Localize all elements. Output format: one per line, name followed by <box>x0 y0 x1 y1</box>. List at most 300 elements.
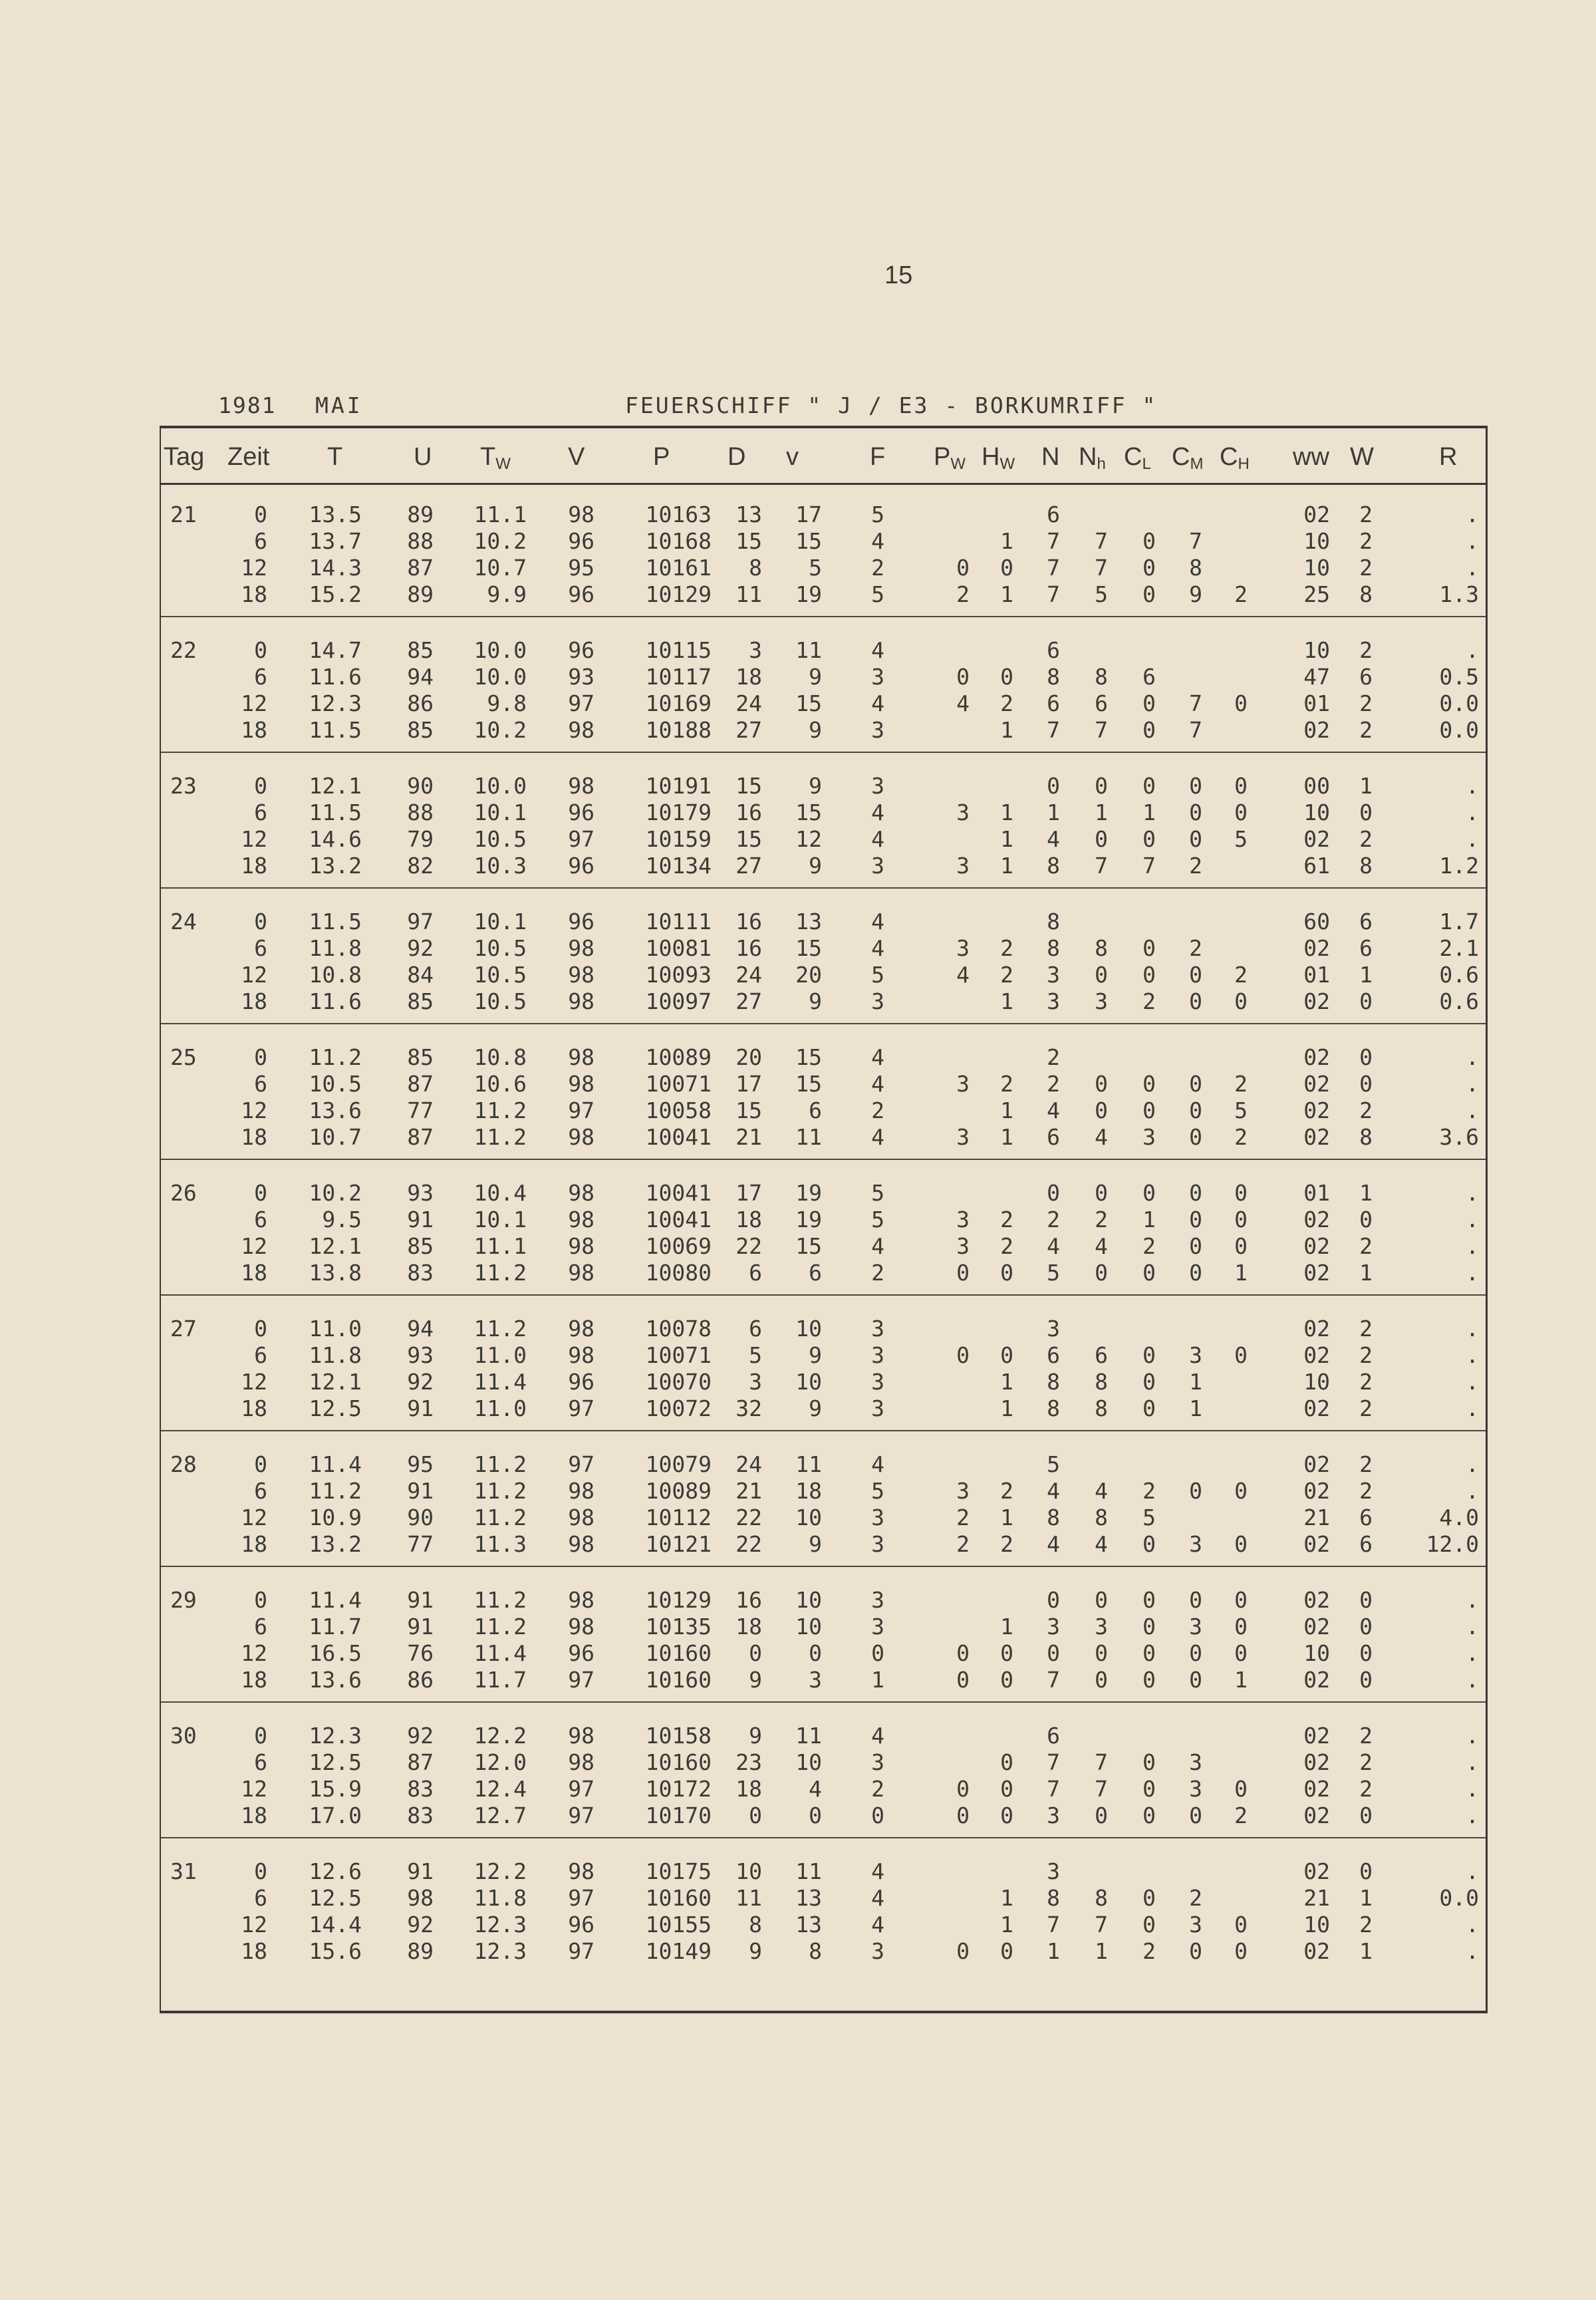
cell-v: 98 <box>568 1071 595 1097</box>
cell-v: 97 <box>568 1097 595 1123</box>
cell-vs: 15 <box>795 528 822 554</box>
cell-cm: 0 <box>1189 1180 1202 1206</box>
cell-w: 0 <box>1359 1207 1373 1232</box>
cell-tw: 10.5 <box>473 935 527 961</box>
cell-vs: 15 <box>795 690 822 716</box>
cell-t: 11.6 <box>309 988 362 1014</box>
cell-pw: 4 <box>956 690 970 716</box>
cell-u: 93 <box>407 1342 434 1368</box>
cell-vs: 15 <box>795 799 822 825</box>
table-row <box>161 1912 1486 1938</box>
cell-w: 2 <box>1359 637 1373 663</box>
cell-zeit: 12 <box>241 690 267 716</box>
cell-nh: 0 <box>1095 1260 1108 1286</box>
page-number: 15 <box>884 261 913 289</box>
cell-pw: 0 <box>956 1667 970 1693</box>
cell-t: 11.5 <box>309 909 362 934</box>
cell-t: 10.5 <box>309 1071 362 1097</box>
cell-nh: 0 <box>1095 1667 1108 1693</box>
cell-v: 96 <box>568 799 595 825</box>
cell-d: 27 <box>735 717 762 743</box>
cell-cm: 3 <box>1189 1531 1202 1557</box>
cell-n: 3 <box>1047 1614 1060 1640</box>
cell-cl: 0 <box>1142 935 1156 961</box>
cell-v: 98 <box>568 502 595 527</box>
cell-ww: 00 <box>1303 773 1330 799</box>
cell-vs: 19 <box>795 1207 822 1232</box>
cell-pw: 3 <box>956 935 970 961</box>
cell-tw: 10.8 <box>473 1044 527 1070</box>
cell-tw: 11.4 <box>473 1369 527 1395</box>
cell-zeit: 6 <box>254 528 267 554</box>
cell-r: 12.0 <box>1426 1531 1479 1557</box>
cell-w: 6 <box>1359 1531 1373 1557</box>
cell-w: 2 <box>1359 1233 1373 1259</box>
cell-t: 10.7 <box>309 1124 362 1150</box>
cell-w: 2 <box>1359 1342 1373 1368</box>
cell-cm: 2 <box>1189 935 1202 961</box>
cell-cm: 0 <box>1189 1124 1202 1150</box>
cell-ch: 0 <box>1234 773 1248 799</box>
cell-n: 7 <box>1047 581 1060 607</box>
cell-tw: 11.0 <box>473 1395 527 1421</box>
cell-v: 96 <box>568 853 595 879</box>
cell-cl: 0 <box>1142 1802 1156 1828</box>
cell-nh: 4 <box>1095 1531 1108 1557</box>
cell-w: 0 <box>1359 1802 1373 1828</box>
cell-d: 0 <box>749 1640 762 1666</box>
cell-d: 16 <box>735 799 762 825</box>
cell-n: 8 <box>1047 935 1060 961</box>
cell-w: 0 <box>1359 1614 1373 1640</box>
cell-f: 2 <box>871 555 884 581</box>
cell-pw: 3 <box>956 1478 970 1504</box>
cell-ch: 5 <box>1234 1097 1248 1123</box>
cell-f: 2 <box>871 1097 884 1123</box>
cell-zeit: 18 <box>241 1802 267 1828</box>
cell-d: 22 <box>735 1531 762 1557</box>
cell-zeit: 6 <box>254 1342 267 1368</box>
cell-nh: 4 <box>1095 1124 1108 1150</box>
table-row <box>161 717 1486 744</box>
cell-u: 90 <box>407 1505 434 1530</box>
cell-nh: 0 <box>1095 1587 1108 1613</box>
cell-ww: 02 <box>1303 1614 1330 1640</box>
col-header-cm: $C_M$ <box>1172 443 1204 473</box>
cell-tw: 10.0 <box>473 637 527 663</box>
cell-zeit: 0 <box>254 1858 267 1884</box>
cell-u: 86 <box>407 690 434 716</box>
cell-r: 0.0 <box>1439 1885 1479 1911</box>
cell-n: 8 <box>1047 853 1060 879</box>
cell-n: 8 <box>1047 1505 1060 1530</box>
cell-t: 13.5 <box>309 502 362 527</box>
cell-n: 6 <box>1047 1342 1060 1368</box>
observations-table <box>160 426 1488 2013</box>
cell-t: 15.6 <box>309 1938 362 1964</box>
day-label: 21 <box>170 502 197 527</box>
col-header-v: V <box>568 443 585 471</box>
day-label: 25 <box>170 1044 197 1070</box>
cell-r: . <box>1466 502 1479 527</box>
cell-ch: 0 <box>1234 1233 1248 1259</box>
cell-t: 12.6 <box>309 1858 362 1884</box>
cell-t: 12.3 <box>309 690 362 716</box>
cell-d: 6 <box>749 1316 762 1342</box>
cell-w: 1 <box>1359 962 1373 988</box>
cell-n: 4 <box>1047 826 1060 852</box>
cell-u: 88 <box>407 528 434 554</box>
cell-hw: 2 <box>1000 690 1013 716</box>
cell-n: 5 <box>1047 1260 1060 1286</box>
cell-d: 9 <box>749 1938 762 1964</box>
table-row <box>161 1233 1486 1260</box>
cell-d: 11 <box>735 581 762 607</box>
cell-w: 8 <box>1359 581 1373 607</box>
cell-d: 0 <box>749 1802 762 1828</box>
cell-n: 6 <box>1047 502 1060 527</box>
cell-r: . <box>1466 1395 1479 1421</box>
cell-r: . <box>1466 1207 1479 1232</box>
cell-u: 85 <box>407 1233 434 1259</box>
cell-cm: 3 <box>1189 1614 1202 1640</box>
cell-nh: 8 <box>1095 664 1108 690</box>
cell-u: 83 <box>407 1776 434 1802</box>
cell-ww: 02 <box>1303 1071 1330 1097</box>
cell-f: 5 <box>871 1207 884 1232</box>
cell-r: . <box>1466 1776 1479 1802</box>
cell-p: 10093 <box>645 962 712 988</box>
cell-d: 18 <box>735 1207 762 1232</box>
cell-zeit: 12 <box>241 555 267 581</box>
cell-f: 2 <box>871 1260 884 1286</box>
cell-nh: 0 <box>1095 1640 1108 1666</box>
cell-p: 10155 <box>645 1912 712 1938</box>
table-row <box>161 962 1486 988</box>
cell-ww: 47 <box>1303 664 1330 690</box>
cell-tw: 12.2 <box>473 1723 527 1749</box>
cell-hw: 0 <box>1000 1749 1013 1775</box>
cell-n: 6 <box>1047 637 1060 663</box>
cell-ww: 02 <box>1303 1667 1330 1693</box>
cell-w: 6 <box>1359 664 1373 690</box>
cell-cm: 0 <box>1189 826 1202 852</box>
cell-zeit: 6 <box>254 799 267 825</box>
cell-vs: 0 <box>809 1640 822 1666</box>
cell-ww: 02 <box>1303 1097 1330 1123</box>
cell-d: 16 <box>735 909 762 934</box>
cell-ww: 02 <box>1303 1395 1330 1421</box>
cell-vs: 13 <box>795 1912 822 1938</box>
cell-tw: 11.2 <box>473 1587 527 1613</box>
cell-r: . <box>1466 1316 1479 1342</box>
cell-r: 0.6 <box>1439 988 1479 1014</box>
cell-f: 4 <box>871 826 884 852</box>
cell-t: 12.3 <box>309 1723 362 1749</box>
cell-cm: 9 <box>1189 581 1202 607</box>
cell-zeit: 12 <box>241 962 267 988</box>
cell-u: 87 <box>407 1124 434 1150</box>
cell-t: 10.2 <box>309 1180 362 1206</box>
table-row <box>161 909 1486 935</box>
cell-t: 12.5 <box>309 1395 362 1421</box>
cell-u: 79 <box>407 826 434 852</box>
table-row <box>161 1587 1486 1614</box>
cell-cl: 2 <box>1142 1233 1156 1259</box>
day-label: 29 <box>170 1587 197 1613</box>
cell-d: 18 <box>735 1776 762 1802</box>
cell-n: 0 <box>1047 1640 1060 1666</box>
cell-ch: 0 <box>1234 1478 1248 1504</box>
cell-r: . <box>1466 1478 1479 1504</box>
cell-w: 0 <box>1359 1640 1373 1666</box>
cell-w: 2 <box>1359 1776 1373 1802</box>
cell-r: . <box>1466 1912 1479 1938</box>
cell-w: 2 <box>1359 1451 1373 1477</box>
cell-u: 88 <box>407 799 434 825</box>
cell-cl: 3 <box>1142 1124 1156 1150</box>
cell-cl: 0 <box>1142 773 1156 799</box>
cell-p: 10117 <box>645 664 712 690</box>
cell-v: 96 <box>568 909 595 934</box>
cell-cl: 0 <box>1142 1180 1156 1206</box>
cell-v: 97 <box>568 1802 595 1828</box>
cell-hw: 1 <box>1000 853 1013 879</box>
cell-hw: 0 <box>1000 1342 1013 1368</box>
cell-pw: 2 <box>956 1505 970 1530</box>
cell-nh: 0 <box>1095 826 1108 852</box>
cell-ch: 2 <box>1234 1802 1248 1828</box>
day-label: 31 <box>170 1858 197 1884</box>
cell-p: 10071 <box>645 1071 712 1097</box>
cell-f: 3 <box>871 717 884 743</box>
cell-hw: 1 <box>1000 799 1013 825</box>
cell-vs: 19 <box>795 1180 822 1206</box>
cell-zeit: 0 <box>254 773 267 799</box>
cell-u: 92 <box>407 935 434 961</box>
cell-d: 17 <box>735 1180 762 1206</box>
cell-t: 15.2 <box>309 581 362 607</box>
cell-p: 10160 <box>645 1749 712 1775</box>
cell-zeit: 6 <box>254 1207 267 1232</box>
cell-t: 10.8 <box>309 962 362 988</box>
cell-ww: 02 <box>1303 1478 1330 1504</box>
cell-p: 10078 <box>645 1316 712 1342</box>
cell-n: 7 <box>1047 528 1060 554</box>
cell-p: 10160 <box>645 1885 712 1911</box>
cell-u: 91 <box>407 1614 434 1640</box>
cell-t: 13.2 <box>309 853 362 879</box>
cell-zeit: 18 <box>241 1260 267 1286</box>
cell-cl: 2 <box>1142 988 1156 1014</box>
cell-v: 98 <box>568 717 595 743</box>
cell-vs: 10 <box>795 1749 822 1775</box>
cell-u: 86 <box>407 1667 434 1693</box>
cell-cl: 0 <box>1142 1667 1156 1693</box>
cell-r: . <box>1466 1233 1479 1259</box>
cell-r: . <box>1466 1342 1479 1368</box>
table-row <box>161 581 1486 608</box>
cell-u: 77 <box>407 1531 434 1557</box>
cell-f: 4 <box>871 1723 884 1749</box>
cell-nh: 4 <box>1095 1233 1108 1259</box>
cell-d: 32 <box>735 1395 762 1421</box>
cell-r: . <box>1466 1587 1479 1613</box>
cell-zeit: 6 <box>254 1885 267 1911</box>
col-header-zeit: Zeit <box>227 443 270 471</box>
cell-vs: 10 <box>795 1505 822 1530</box>
header-station: FEUERSCHIFF " J / E3 - BORKUMRIFF " <box>625 392 1158 418</box>
cell-w: 2 <box>1359 1749 1373 1775</box>
cell-n: 7 <box>1047 1667 1060 1693</box>
cell-d: 5 <box>749 1342 762 1368</box>
table-row <box>161 690 1486 717</box>
cell-tw: 10.5 <box>473 962 527 988</box>
cell-hw: 2 <box>1000 962 1013 988</box>
table-row <box>161 935 1486 962</box>
cell-tw: 11.8 <box>473 1885 527 1911</box>
cell-pw: 2 <box>956 581 970 607</box>
cell-w: 2 <box>1359 826 1373 852</box>
cell-vs: 10 <box>795 1369 822 1395</box>
cell-w: 1 <box>1359 773 1373 799</box>
cell-n: 7 <box>1047 717 1060 743</box>
cell-tw: 12.7 <box>473 1802 527 1828</box>
cell-tw: 11.3 <box>473 1531 527 1557</box>
cell-cl: 0 <box>1142 1885 1156 1911</box>
cell-tw: 10.3 <box>473 853 527 879</box>
cell-cl: 0 <box>1142 717 1156 743</box>
cell-tw: 11.0 <box>473 1342 527 1368</box>
cell-w: 6 <box>1359 1505 1373 1530</box>
cell-w: 1 <box>1359 1180 1373 1206</box>
cell-p: 10058 <box>645 1097 712 1123</box>
cell-w: 2 <box>1359 1097 1373 1123</box>
cell-cm: 7 <box>1189 717 1202 743</box>
cell-t: 11.4 <box>309 1587 362 1613</box>
table-row <box>161 988 1486 1015</box>
cell-ww: 02 <box>1303 1938 1330 1964</box>
cell-zeit: 18 <box>241 1124 267 1150</box>
cell-ch: 0 <box>1234 988 1248 1014</box>
cell-w: 2 <box>1359 555 1373 581</box>
cell-t: 13.6 <box>309 1097 362 1123</box>
cell-f: 5 <box>871 1180 884 1206</box>
cell-r: . <box>1466 555 1479 581</box>
cell-vs: 9 <box>809 1531 822 1557</box>
cell-zeit: 18 <box>241 1531 267 1557</box>
col-header-u: U <box>414 443 432 471</box>
cell-n: 0 <box>1047 1180 1060 1206</box>
cell-ch: 2 <box>1234 1071 1248 1097</box>
cell-tw: 10.1 <box>473 909 527 934</box>
cell-cm: 2 <box>1189 1885 1202 1911</box>
cell-p: 10168 <box>645 528 712 554</box>
cell-d: 11 <box>735 1885 762 1911</box>
cell-pw: 0 <box>956 1776 970 1802</box>
cell-d: 27 <box>735 988 762 1014</box>
cell-n: 8 <box>1047 664 1060 690</box>
cell-p: 10112 <box>645 1505 712 1530</box>
cell-r: . <box>1466 1640 1479 1666</box>
cell-t: 14.4 <box>309 1912 362 1938</box>
cell-w: 2 <box>1359 502 1373 527</box>
cell-p: 10070 <box>645 1369 712 1395</box>
cell-nh: 7 <box>1095 853 1108 879</box>
cell-w: 2 <box>1359 1912 1373 1938</box>
cell-zeit: 0 <box>254 909 267 934</box>
cell-ch: 2 <box>1234 581 1248 607</box>
cell-p: 10179 <box>645 799 712 825</box>
cell-cl: 0 <box>1142 1912 1156 1938</box>
cell-u: 94 <box>407 1316 434 1342</box>
cell-zeit: 0 <box>254 1451 267 1477</box>
cell-r: . <box>1466 826 1479 852</box>
col-header-nh: $N_h$ <box>1079 443 1106 473</box>
cell-cl: 7 <box>1142 853 1156 879</box>
cell-w: 1 <box>1359 1885 1373 1911</box>
table-row <box>161 664 1486 690</box>
cell-hw: 1 <box>1000 717 1013 743</box>
col-header-ww: ww <box>1293 443 1329 471</box>
cell-f: 4 <box>871 528 884 554</box>
cell-p: 10097 <box>645 988 712 1014</box>
cell-u: 91 <box>407 1858 434 1884</box>
cell-pw: 3 <box>956 1207 970 1232</box>
cell-p: 10089 <box>645 1044 712 1070</box>
cell-tw: 11.2 <box>473 1478 527 1504</box>
cell-tw: 11.2 <box>473 1451 527 1477</box>
cell-p: 10160 <box>645 1667 712 1693</box>
col-header-ch: $C_H$ <box>1220 443 1250 473</box>
cell-f: 5 <box>871 1478 884 1504</box>
cell-zeit: 18 <box>241 1667 267 1693</box>
cell-cl: 0 <box>1142 555 1156 581</box>
cell-r: . <box>1466 773 1479 799</box>
cell-v: 98 <box>568 1749 595 1775</box>
table-row <box>161 1478 1486 1505</box>
cell-hw: 0 <box>1000 1640 1013 1666</box>
cell-hw: 1 <box>1000 1614 1013 1640</box>
col-header-n: N <box>1041 443 1060 471</box>
table-row <box>161 1451 1486 1478</box>
col-header-f: F <box>870 443 886 471</box>
cell-ww: 02 <box>1303 717 1330 743</box>
cell-v: 98 <box>568 1478 595 1504</box>
cell-hw: 1 <box>1000 1395 1013 1421</box>
cell-f: 4 <box>871 1858 884 1884</box>
cell-nh: 0 <box>1095 773 1108 799</box>
cell-vs: 4 <box>809 1776 822 1802</box>
cell-w: 2 <box>1359 1395 1373 1421</box>
cell-d: 16 <box>735 935 762 961</box>
cell-f: 2 <box>871 1776 884 1802</box>
cell-nh: 3 <box>1095 1614 1108 1640</box>
cell-f: 3 <box>871 664 884 690</box>
cell-r: 1.3 <box>1439 581 1479 607</box>
cell-ww: 02 <box>1303 1587 1330 1613</box>
cell-zeit: 18 <box>241 1938 267 1964</box>
col-header-tag: Tag <box>164 443 205 471</box>
cell-cl: 1 <box>1142 799 1156 825</box>
cell-f: 3 <box>871 1749 884 1775</box>
cell-w: 0 <box>1359 1667 1373 1693</box>
cell-ww: 02 <box>1303 935 1330 961</box>
cell-zeit: 6 <box>254 935 267 961</box>
cell-ww: 21 <box>1303 1505 1330 1530</box>
cell-t: 12.1 <box>309 773 362 799</box>
cell-v: 98 <box>568 988 595 1014</box>
